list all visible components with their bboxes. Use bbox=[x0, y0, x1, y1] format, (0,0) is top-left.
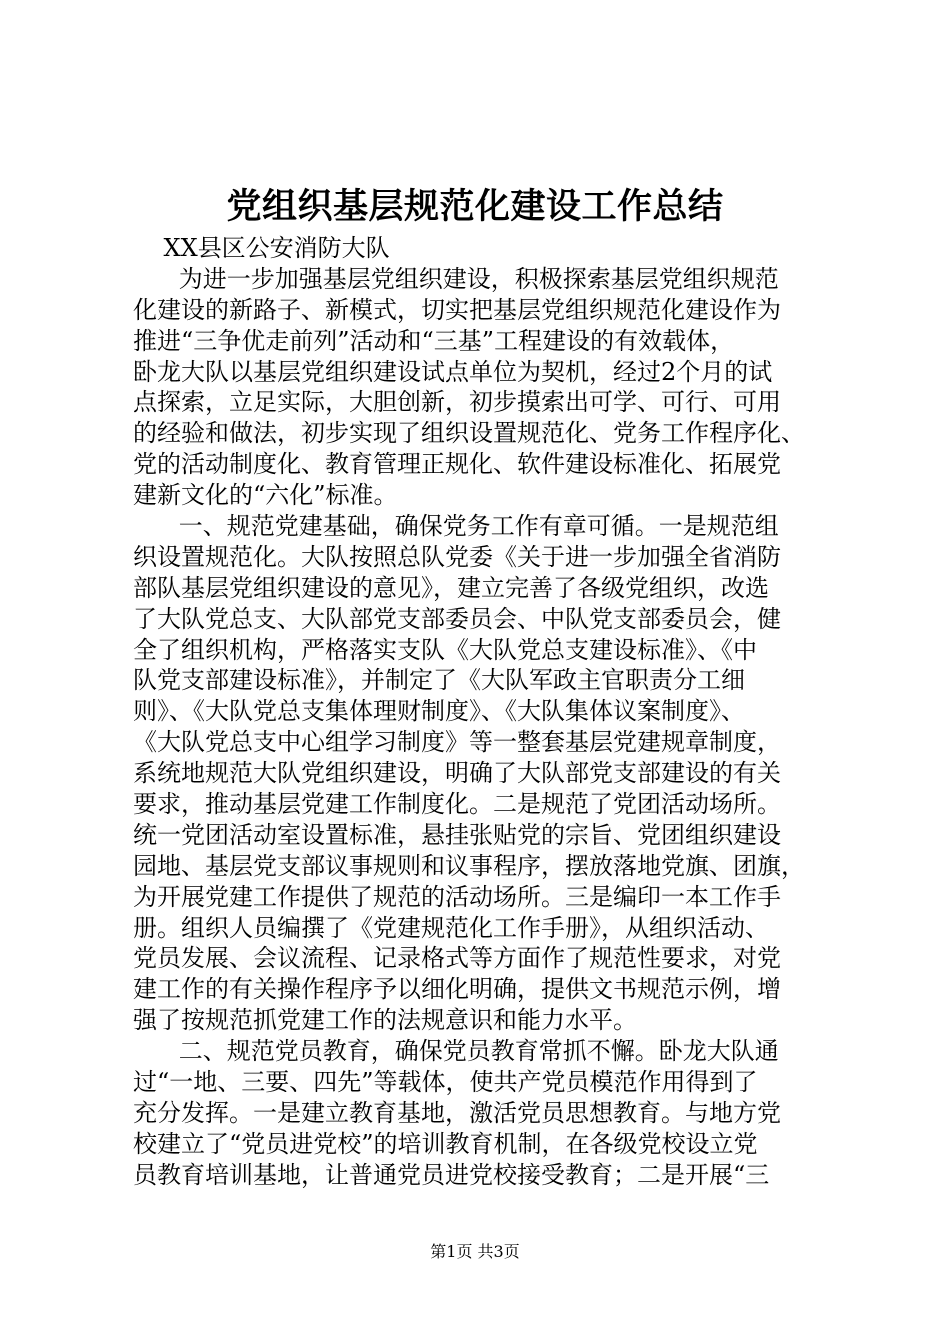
body-line: 员教育培训基地，让普通党员进党校接受教育；二是开展“三 bbox=[133, 1160, 770, 1189]
page-footer: 第1页 共3页 bbox=[430, 1242, 520, 1261]
body-line: 推进“三争优走前列”活动和“三基”工程建设的有效载体， bbox=[133, 326, 735, 355]
body-line: 建新文化的“六化”标准。 bbox=[133, 481, 398, 510]
body-line: 卧龙大队以基层党组织建设试点单位为契机，经过2个月的试 bbox=[133, 357, 773, 386]
document-body bbox=[133, 233, 833, 1191]
body-line: 则》、《大队党总支集体理财制度》、《大队集体议案制度》、 bbox=[133, 697, 745, 726]
body-line: 部队基层党组织建设的意见》，建立完善了各级党组织，改选 bbox=[133, 573, 769, 602]
body-line: 《大队党总支中心组学习制度》等一整套基层党建规章制度， bbox=[133, 728, 781, 757]
body-line: 为开展党建工作提供了规范的活动场所。三是编印一本工作手 bbox=[133, 882, 781, 911]
body-line: 建工作的有关操作程序予以细化明确，提供文书规范示例，增 bbox=[133, 975, 781, 1004]
body-line: 党的活动制度化、教育管理正规化、软件建设标准化、拓展党 bbox=[133, 450, 781, 479]
body-line: 织设置规范化。大队按照总队党委《关于进一步加强全省消防 bbox=[133, 542, 781, 571]
body-line: 园地、基层党支部议事规则和议事程序，摆放落地党旗、团旗， bbox=[133, 851, 805, 880]
body-line: 队党支部建设标准》，并制定了《大队军政主官职责分工细 bbox=[133, 666, 745, 695]
body-line: 校建立了“党员进党校”的培训教育机制，在各级党校设立党 bbox=[133, 1129, 758, 1158]
body-line: 过“一地、三要、四先”等载体，使共产党员模范作用得到了 bbox=[133, 1068, 758, 1097]
body-line: 化建设的新路子、新模式，切实把基层党组织规范化建设作为 bbox=[133, 295, 781, 324]
body-line: XX县区公安消防大队 bbox=[133, 234, 390, 262]
body-line: 充分发挥。一是建立教育基地，激活党员思想教育。与地方党 bbox=[133, 1098, 781, 1127]
body-line: 系统地规范大队党组织建设，明确了大队部党支部建设的有关 bbox=[133, 759, 781, 788]
body-line: 了大队党总支、大队部党支部委员会、中队党支部委员会，健 bbox=[133, 604, 781, 633]
body-line: 党员发展、会议流程、记录格式等方面作了规范性要求，对党 bbox=[133, 944, 781, 973]
body-line: 的经验和做法，初步实现了组织设置规范化、党务工作程序化、 bbox=[133, 419, 805, 448]
body-line: 全了组织机构，严格落实支队《大队党总支建设标准》、《中 bbox=[133, 635, 757, 664]
body-line: 册。组织人员编撰了《党建规范化工作手册》，从组织活动、 bbox=[133, 913, 769, 942]
body-line: 强了按规范抓党建工作的法规意识和能力水平。 bbox=[133, 1006, 637, 1035]
body-line: 为进一步加强基层党组织建设，积极探索基层党组织规范 bbox=[133, 264, 779, 293]
body-line: 要求，推动基层党建工作制度化。二是规范了党团活动场所。 bbox=[133, 790, 781, 819]
body-line: 一、规范党建基础，确保党务工作有章可循。一是规范组 bbox=[133, 512, 779, 541]
body-line: 点探索，立足实际，大胆创新，初步摸索出可学、可行、可用 bbox=[133, 388, 781, 417]
body-line: 二、规范党员教育，确保党员教育常抓不懈。卧龙大队通 bbox=[133, 1037, 779, 1066]
body-line: 统一党团活动室设置标准，悬挂张贴党的宗旨、党团组织建设 bbox=[133, 820, 781, 849]
document-title: 党组织基层规范化建设工作总结 bbox=[226, 186, 724, 227]
